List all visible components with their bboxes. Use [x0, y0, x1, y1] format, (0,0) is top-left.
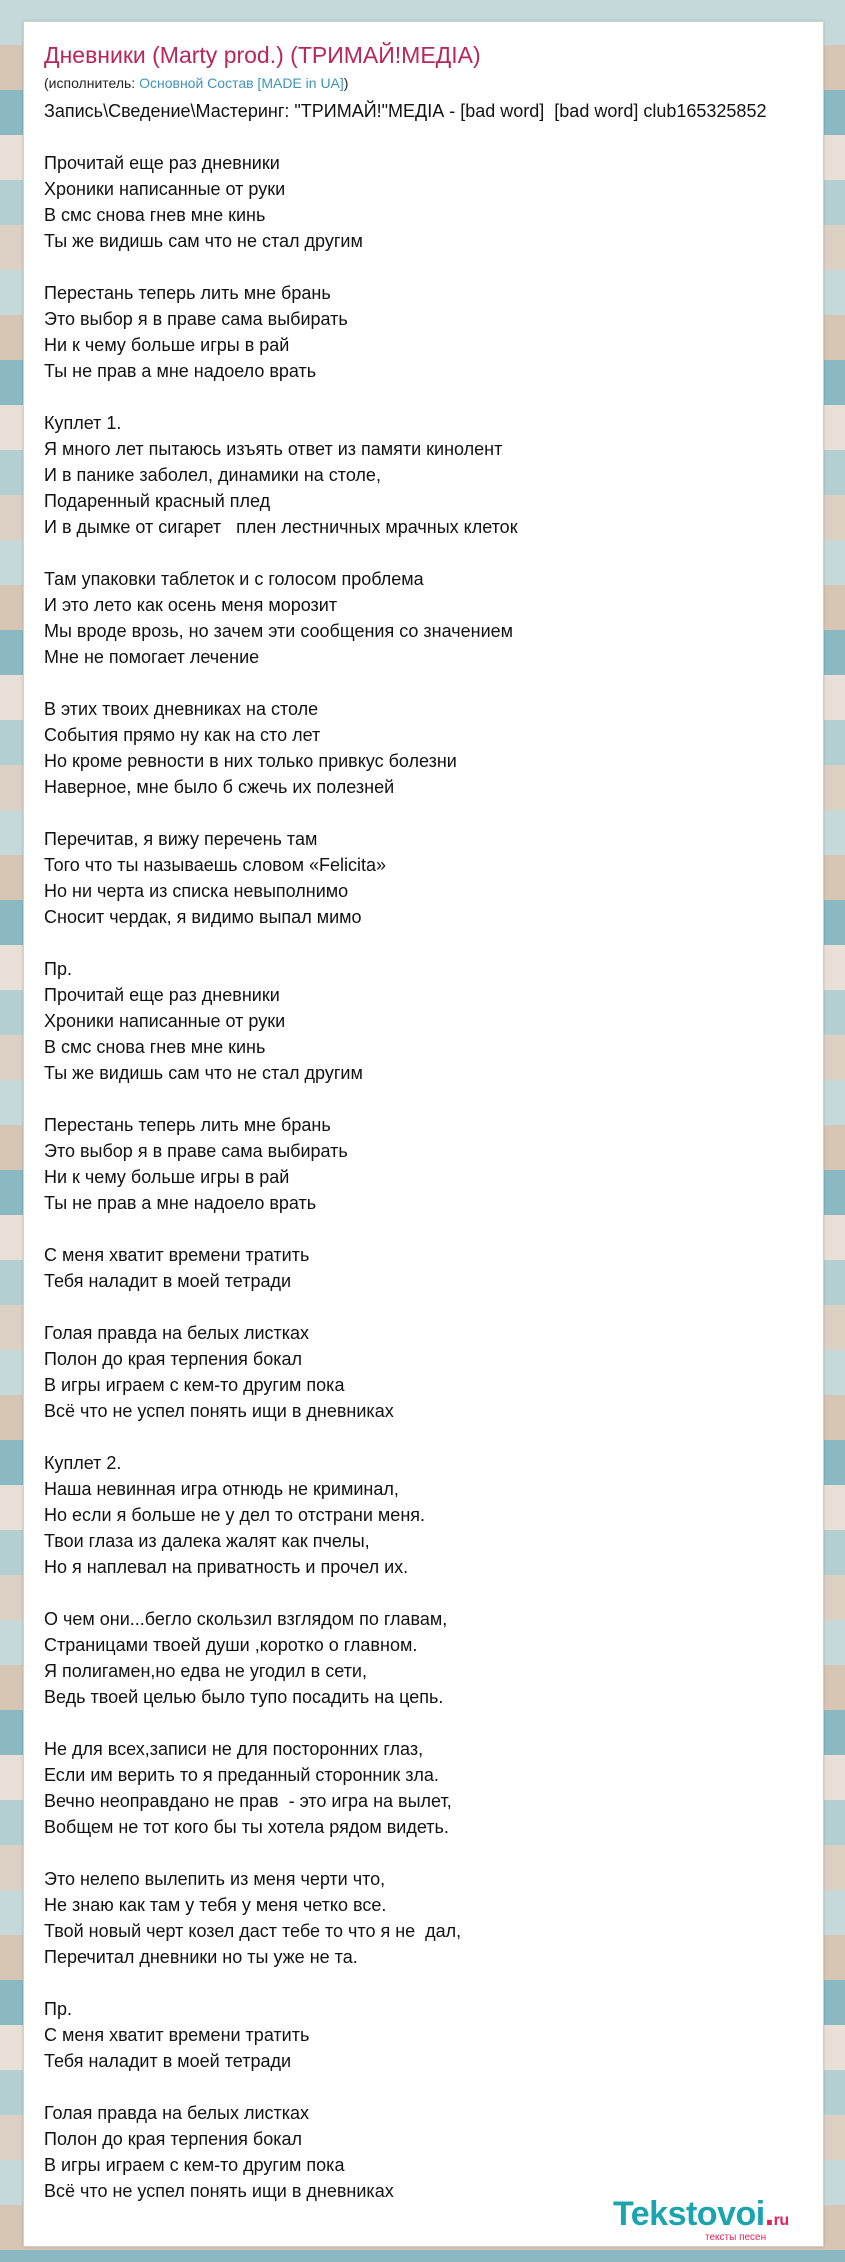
lyrics-stanza: [44, 1996, 824, 2074]
site-logo[interactable]: [613, 2195, 823, 2245]
lyrics-line: Мне не помогает лечение: [44, 647, 260, 667]
lyrics-line: Ведь твоей целью было тупо посадить на цепь.: [44, 1687, 444, 1707]
lyrics-line: Сносит чердак, я видимо выпал мимо: [44, 907, 362, 927]
lyrics-line: Перестань теперь лить мне брань: [44, 283, 331, 303]
lyrics-stanza: [44, 826, 824, 930]
performer-line: [44, 75, 348, 91]
lyrics-line: Голая правда на белых листках: [44, 1323, 310, 1343]
lyrics-line: В смс снова гнев мне кинь: [44, 1037, 266, 1057]
lyrics-line: Это выбор я в праве сама выбирать: [44, 309, 348, 329]
lyrics-stanza: [44, 1606, 824, 1710]
lyrics-line: Ни к чему больше игры в рай: [44, 1167, 290, 1187]
lyrics-line: Подаренный красный плед: [44, 491, 271, 511]
lyrics-line: Не для всех,записи не для посторонних глаз,: [44, 1739, 424, 1759]
lyrics-line: Но если я больше не у дел то отстрани меня.: [44, 1505, 426, 1525]
lyrics-line: Но кроме ревности в них только привкус болезни: [44, 751, 457, 771]
lyrics-stanza: [44, 1866, 824, 1970]
logo-tagline: тексты песен: [705, 2232, 767, 2243]
lyrics-stanza: [44, 1736, 824, 1840]
performer-prefix: (исполнитель:: [44, 75, 140, 91]
lyrics-line: В игры играем с кем-то другим пока: [44, 2155, 345, 2175]
lyrics-stanza: [44, 410, 824, 540]
lyrics-line: Куплет 1.: [44, 413, 122, 433]
lyrics-stanza: [44, 98, 824, 124]
lyrics-stanza: [44, 1450, 824, 1580]
lyrics-line: Полон до края терпения бокал: [44, 2129, 303, 2149]
lyrics-line: Пр.: [44, 1999, 72, 2019]
lyrics-line: В этих твоих дневниках на столе: [44, 699, 319, 719]
lyrics-line: События прямо ну как на сто лет: [44, 725, 321, 745]
lyrics-line: Вобщем не тот кого бы ты хотела рядом видеть.: [44, 1817, 449, 1837]
lyrics-line: Вечно неоправдано не прав - это игра на вылет,: [44, 1791, 452, 1811]
lyrics-line: Перестань теперь лить мне брань: [44, 1115, 331, 1135]
lyrics-line: Хроники написанные от руки: [44, 1011, 286, 1031]
lyrics-stanza: [44, 1242, 824, 1294]
lyrics-line: Но ни черта из списка невыполнимо: [44, 881, 349, 901]
lyrics-line: И в дымке от сигарет плен лестничных мрачных клеток: [44, 517, 518, 537]
performer-link[interactable]: Основной Состав [MADE in UA]: [139, 75, 344, 91]
logo-wordmark: [613, 2195, 789, 2234]
lyrics-line: Тебя наладит в моей тетради: [44, 2051, 292, 2071]
lyrics-line: Мы вроде врозь, но зачем эти сообщения со значением: [44, 621, 514, 641]
lyrics-line: О чем они...бегло скользил взглядом по главам,: [44, 1609, 448, 1629]
lyrics-line: Ты не прав а мне надоело врать: [44, 1193, 317, 1213]
lyrics-line: С меня хватит времени тратить: [44, 2025, 310, 2045]
lyrics-stanza: [44, 1320, 824, 1424]
lyrics-line: С меня хватит времени тратить: [44, 1245, 310, 1265]
lyrics-line: Там упаковки таблеток и с голосом проблема: [44, 569, 424, 589]
lyrics-line: Всё что не успел понять ищи в дневниках: [44, 1401, 394, 1421]
lyrics-line: Страницами твоей души ,коротко о главном.: [44, 1635, 418, 1655]
lyrics-line: Наша невинная игра отнюдь не криминал,: [44, 1479, 399, 1499]
lyrics-line: Голая правда на белых листках: [44, 2103, 310, 2123]
lyrics-stanza: [44, 696, 824, 800]
lyrics-stanza: [44, 2100, 824, 2204]
lyrics-line: Запись\Сведение\Мастеринг: "ТРИМАЙ!"МЕДІА - [bad word] [bad word] club165325852: [44, 101, 767, 121]
logo-dot: .: [764, 2195, 774, 2233]
lyrics-stanza: [44, 1112, 824, 1216]
lyrics-line: Ты же видишь сам что не стал другим: [44, 1063, 363, 1083]
lyrics-line: Но я наплевал на приватность и прочел их.: [44, 1557, 409, 1577]
lyrics-line: Ты же видишь сам что не стал другим: [44, 231, 363, 251]
lyrics-line: Твои глаза из далека жалят как пчелы,: [44, 1531, 370, 1551]
lyrics-line: Это нелепо вылепить из меня черти что,: [44, 1869, 386, 1889]
lyrics-text: [44, 98, 824, 2230]
lyrics-stanza: [44, 566, 824, 670]
song-title: Дневники (Marty prod.) (ТРИМАЙ!МЕДІА): [44, 42, 481, 68]
lyrics-line: И в панике заболел, динамики на столе,: [44, 465, 381, 485]
lyrics-line: Прочитай еще раз дневники: [44, 985, 280, 1005]
lyrics-line: В смс снова гнев мне кинь: [44, 205, 266, 225]
lyrics-stanza: [44, 280, 824, 384]
lyrics-line: Я много лет пытаюсь изъять ответ из памяти кинолент: [44, 439, 503, 459]
lyrics-line: Твой новый черт козел даст тебе то что я не дал,: [44, 1921, 462, 1941]
lyrics-line: Перечитал дневники но ты уже не та.: [44, 1947, 358, 1967]
lyrics-line: Не знаю как там у тебя у меня четко все.: [44, 1895, 387, 1915]
lyrics-line: Перечитав, я вижу перечень там: [44, 829, 318, 849]
lyrics-line: Наверное, мне было б сжечь их полезней: [44, 777, 395, 797]
lyrics-line: Ни к чему больше игры в рай: [44, 335, 290, 355]
lyrics-line: Если им верить то я преданный сторонник зла.: [44, 1765, 439, 1785]
performer-suffix: ): [343, 75, 349, 91]
logo-main-text: Tekstovoi: [613, 2195, 765, 2233]
lyrics-line: Того что ты называешь словом «Felicita»: [44, 855, 387, 875]
lyrics-line: Всё что не успел понять ищи в дневниках: [44, 2181, 394, 2201]
lyrics-card: [23, 21, 824, 2247]
lyrics-stanza: [44, 956, 824, 1086]
logo-ru: ru: [773, 2212, 789, 2229]
lyrics-line: Пр.: [44, 959, 72, 979]
lyrics-line: Я полигамен,но едва не угодил в сети,: [44, 1661, 367, 1681]
lyrics-line: Прочитай еще раз дневники: [44, 153, 280, 173]
lyrics-line: Куплет 2.: [44, 1453, 122, 1473]
lyrics-stanza: [44, 150, 824, 254]
lyrics-line: Ты не прав а мне надоело врать: [44, 361, 317, 381]
lyrics-line: В игры играем с кем-то другим пока: [44, 1375, 345, 1395]
lyrics-line: Хроники написанные от руки: [44, 179, 286, 199]
lyrics-line: Это выбор я в праве сама выбирать: [44, 1141, 348, 1161]
lyrics-line: И это лето как осень меня морозит: [44, 595, 338, 615]
lyrics-line: Тебя наладит в моей тетради: [44, 1271, 292, 1291]
lyrics-line: Полон до края терпения бокал: [44, 1349, 303, 1369]
